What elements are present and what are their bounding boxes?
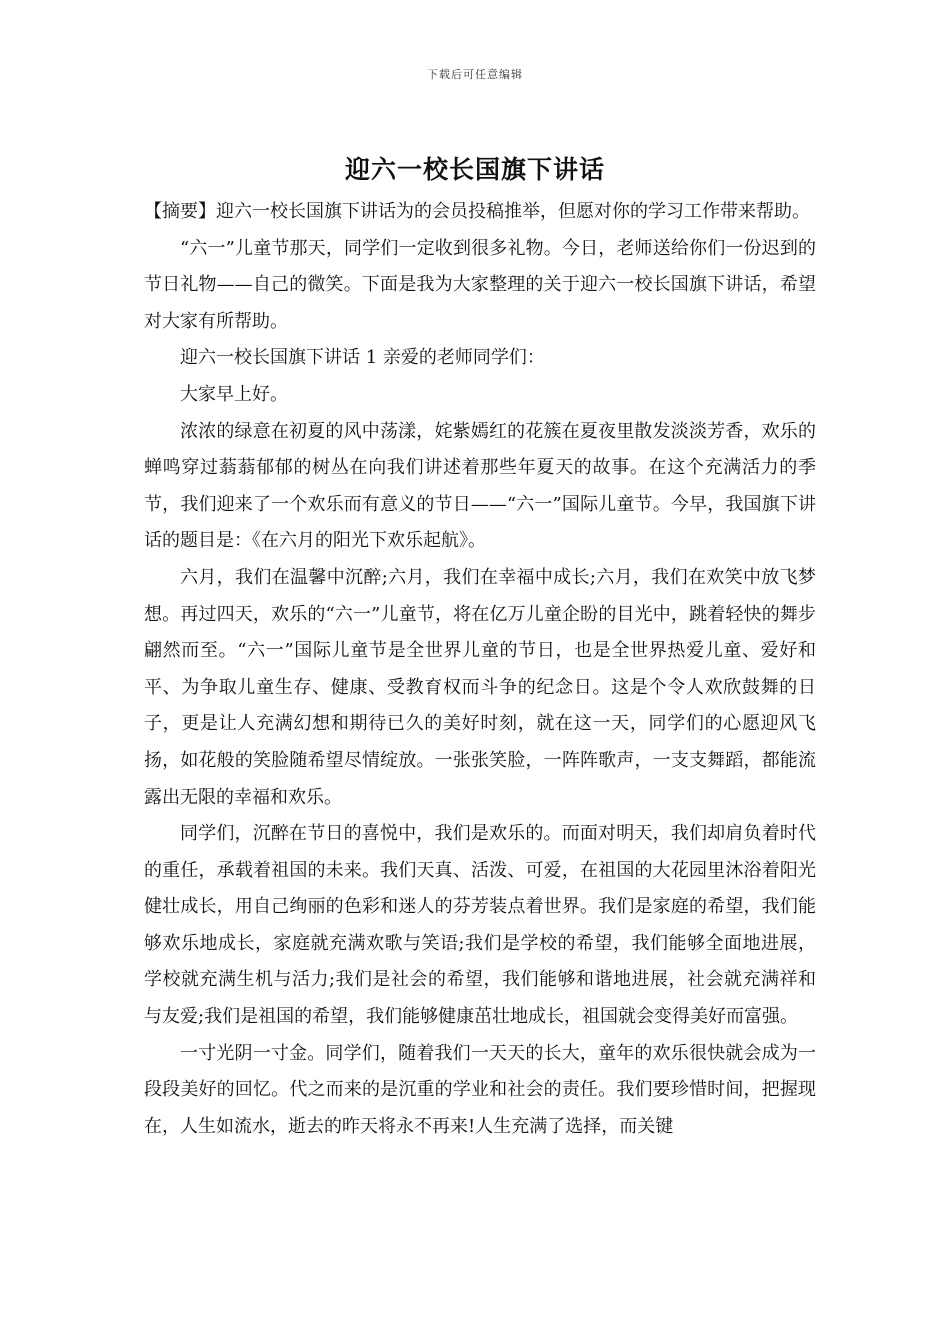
abstract-paragraph: 【摘要】迎六一校长国旗下讲话为的会员投稿推举，但愿对你的学习工作带来帮助。 xyxy=(144,201,810,222)
body-paragraph: 同学们，沉醉在节日的喜悦中，我们是欢乐的。而面对明天，我们却肩负着时代的重任，承载着祖国的未来。我们天真、活泼、可爱，在祖国的大花园里沐浴着阳光健壮成长，用自己绚丽的色彩和迷人的芬芳装点着世界。我们是家庭的希望，我们能够欢乐地成长，家庭就充满欢歌与笑语;我们是学校的希望，我们能够全面地进展，学校就充满生机与活力;我们是社会的希望，我们能够和谐地进展，社会就充满祥和与友爱;我们是祖国的希望，我们能够健康茁壮地成长，祖国就会变得美好而富强。 xyxy=(144,823,816,1028)
body-paragraph: 一寸光阴一寸金。同学们，随着我们一天天的长大，童年的欢乐很快就会成为一段段美好的回忆。代之而来的是沉重的学业和社会的责任。我们要珍惜时间，把握现在，人生如流水，逝去的昨天将永不再来!人生充满了选择，而关键 xyxy=(144,1042,816,1137)
header-note: 下载后可任意编辑 xyxy=(427,68,523,81)
speech-heading-line: 迎六一校长国旗下讲话 1 亲爱的老师同学们： xyxy=(180,347,545,369)
document-body xyxy=(144,194,816,1145)
page-title: 迎六一校长国旗下讲话 xyxy=(344,155,605,184)
body-paragraph: “六一”儿童节那天，同学们一定收到很多礼物。今日，老师送给你们一份迟到的节日礼物——自己的微笑。下面是我为大家整理的关于迎六一校长国旗下讲话，希望对大家有所帮助。 xyxy=(144,237,816,332)
body-paragraph: 浓浓的绿意在初夏的风中荡漾，姹紫嫣红的花簇在夏夜里散发淡淡芳香，欢乐的蝉鸣穿过蓊蓊郁郁的树丛在向我们讲述着那些年夏天的故事。在这个充满活力的季节，我们迎来了一个欢乐而有意义的节日——“六一”国际儿童节。今早，我国旗下讲话的题目是：《在六月的阳光下欢乐起航》。 xyxy=(144,420,816,552)
body-paragraph: 六月，我们在温馨中沉醉;六月，我们在幸福中成长;六月，我们在欢笑中放飞梦想。再过四天，欢乐的“六一”儿童节，将在亿万儿童企盼的目光中，跳着轻快的舞步翩然而至。“六一”国际儿童节是全世界儿童的节日，也是全世界热爱儿童、爱好和平、为争取儿童生存、健康、受教育权而斗争的纪念日。这是个令人欢欣鼓舞的日子，更是让人充满幻想和期待已久的美好时刻，就在这一天，同学们的心愿迎风飞扬，如花般的笑脸随希望尽情绽放。一张张笑脸，一阵阵歌声，一支支舞蹈，都能流露出无限的幸福和欢乐。 xyxy=(144,566,816,808)
greeting-line: 大家早上好。 xyxy=(180,383,288,405)
